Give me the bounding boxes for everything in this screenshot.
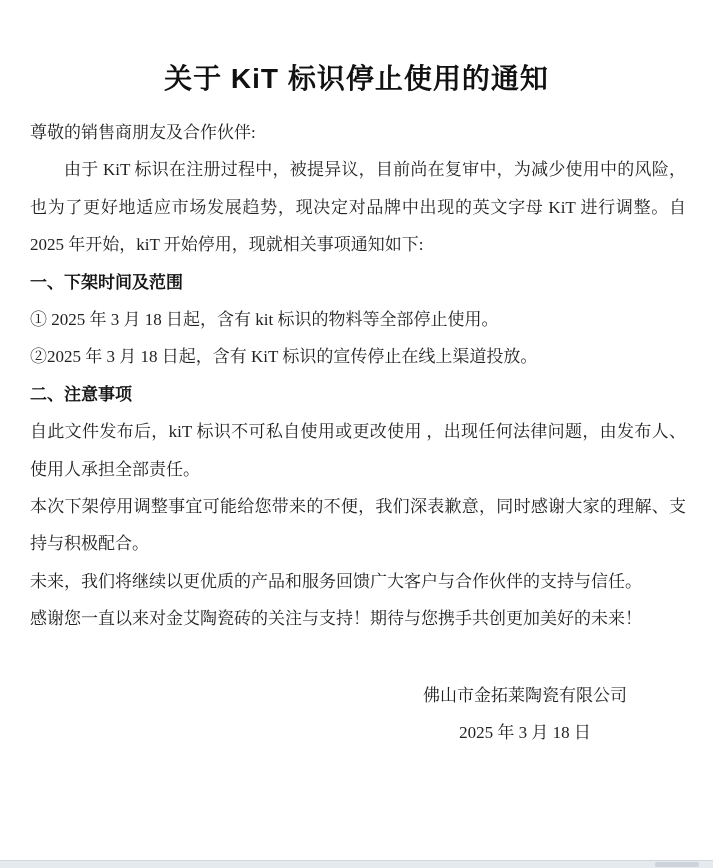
signature-block [385, 677, 665, 752]
horizontal-scrollbar-thumb[interactable] [655, 862, 699, 867]
salutation-line: 尊敬的销售商朋友及合作伙伴: [30, 123, 256, 142]
signature-date: 2025 年 3 月 18 日 [459, 723, 591, 743]
notice-title: 关于 KiT 标识停止使用的通知 [164, 62, 549, 94]
section2-paragraph-3: 未来，我们将继续以更优质的产品和服务回馈广大客户与合作伙伴的支持与信任。 [30, 571, 642, 591]
section1-heading: 一、下架时间及范围 [30, 272, 183, 292]
section1-item-1: ① 2025 年 3 月 18 日起，含有 kit 标识的物料等全部停止使用。 [30, 310, 499, 330]
section2-paragraph-4: 感谢您一直以来对金艾陶瓷砖的关注与支持！期待与您携手共创更加美好的未来！ [30, 609, 642, 629]
signature-company: 佛山市金拓莱陶瓷有限公司 [423, 686, 627, 705]
horizontal-scrollbar-track[interactable] [0, 860, 713, 868]
section1-item-2: ②2025 年 3 月 18 日起，含有 KiT 标识的宣传停止在线上渠道投放。 [30, 347, 538, 367]
notice-body [30, 114, 686, 638]
section2-paragraph-1: 自此文件发布后，kiT 标识不可私自使用或更改使用 ，出现任何法律问题，由发布人、使用人承担全部责任。 [30, 422, 686, 479]
intro-paragraph: 由于 KiT 标识在注册过程中，被提异议，目前尚在复审中，为减少使用中的风险，也为了更好地适应市场发展趋势，现决定对品牌中出现的英文字母 KiT 进行调整。自 2025 年开始，kiT 开始停用，现就相关事项通知如下: [30, 160, 686, 255]
section2-paragraph-2: 本次下架停用调整事宜可能给您带来的不便，我们深表歉意，同时感谢大家的理解、支持与积极配合。 [30, 497, 686, 554]
section2-heading: 二、注意事项 [30, 384, 132, 404]
